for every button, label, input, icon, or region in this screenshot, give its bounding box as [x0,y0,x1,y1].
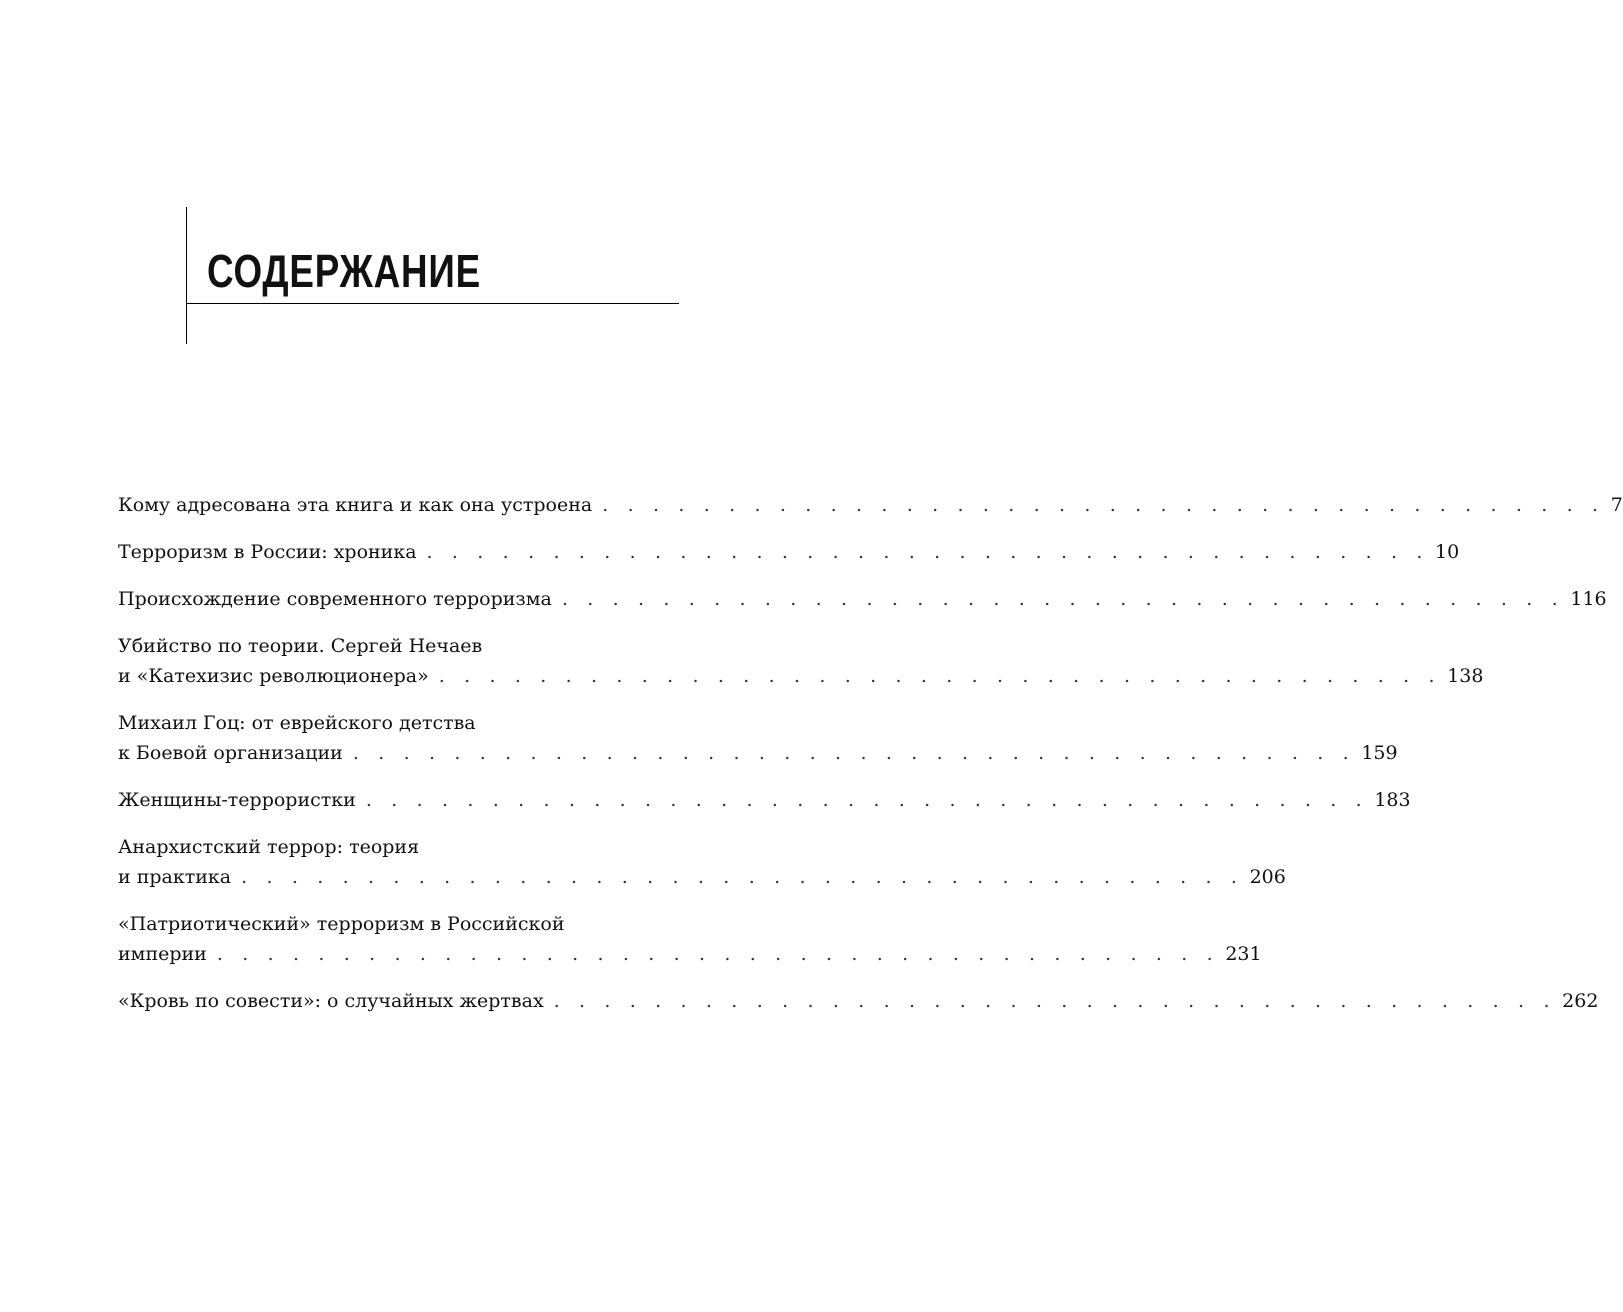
toc-entry-title-line: и «Катехизис революционера» [118,665,429,687]
toc-leader-dots: . . . . . . . . . . . . . . . . . . . . . . . . . . . . . . . . . . . . . . . . [553,990,1557,1012]
toc-entry[interactable] [118,490,1623,520]
toc-leader-dots: . . . . . . . . . . . . . . . . . . . . . . . . . . . . . . . . . . . . . . . . [426,541,1430,563]
toc-page-number: 183 [1374,789,1411,811]
toc-page-number: 262 [1562,990,1599,1012]
toc-entry-row [118,939,1262,969]
toc-entry-title-line: «Патриотический» терроризм в Российской [118,913,565,935]
toc-entry[interactable] [118,537,1460,567]
toc-page-number: 138 [1447,665,1484,687]
toc-entry-title-line: Михаил Гоц: от еврейского детства [118,712,476,734]
toc-leader-dots: . . . . . . . . . . . . . . . . . . . . . . . . . . . . . . . . . . . . . . . . [438,665,1442,687]
toc-leader-dots: . . . . . . . . . . . . . . . . . . . . . . . . . . . . . . . . . . . . . . . . [602,494,1605,516]
toc-entry-row [118,537,1460,567]
toc-entry-title-line: Терроризм в России: хроника [118,541,417,563]
toc-entry[interactable] [118,832,1286,892]
toc-entry-title-line: Женщины-террористки [118,789,356,811]
toc-entry-row [118,785,1411,815]
toc-page-number: 159 [1361,742,1398,764]
header-vertical-rule [186,207,187,344]
toc-entry[interactable] [118,986,1599,1016]
toc-entry[interactable] [118,785,1411,815]
toc-entry[interactable] [118,584,1607,614]
toc-entry[interactable] [118,909,1262,969]
toc-leader-dots: . . . . . . . . . . . . . . . . . . . . . . . . . . . . . . . . . . . . . . . . [241,866,1244,888]
toc-entry[interactable] [118,631,1484,691]
toc-entry-title-line: к Боевой организации [118,742,343,764]
header-horizontal-rule [186,303,679,304]
toc-entry-row [118,661,1484,691]
toc-entry-title-line: Кому адресована эта книга и как она устроена [118,494,593,516]
toc-entry-title-line: Анархистский террор: теория [118,836,420,858]
toc-page-number: 10 [1435,541,1460,563]
toc-page-number: 7 [1610,494,1623,516]
toc-leader-dots: . . . . . . . . . . . . . . . . . . . . . . . . . . . . . . . . . . . . . . . . [561,588,1565,610]
page-title: СОДЕРЖАНИЕ [207,245,482,297]
table-of-contents [118,490,1623,1033]
toc-entry-title-line: и практика [118,866,232,888]
toc-entry-title-line: Происхождение современного терроризма [118,588,552,610]
toc-entry-row [118,738,1398,768]
toc-leader-dots: . . . . . . . . . . . . . . . . . . . . . . . . . . . . . . . . . . . . . . . . [352,742,1356,764]
toc-entry-title-line: империи [118,943,207,965]
toc-entry-row [118,986,1599,1016]
toc-entry-row [118,862,1286,892]
toc-entry[interactable] [118,708,1398,768]
toc-entry-row [118,490,1623,520]
toc-entry-title-line: «Кровь по совести»: о случайных жертвах [118,990,544,1012]
toc-page-number: 206 [1249,866,1286,888]
toc-entry-row [118,584,1607,614]
toc-leader-dots: . . . . . . . . . . . . . . . . . . . . . . . . . . . . . . . . . . . . . . . . [216,943,1220,965]
toc-page-number: 231 [1225,943,1262,965]
toc-leader-dots: . . . . . . . . . . . . . . . . . . . . . . . . . . . . . . . . . . . . . . . . [365,789,1369,811]
toc-page-number: 116 [1570,588,1607,610]
toc-entry-title-line: Убийство по теории. Сергей Нечаев [118,635,483,657]
